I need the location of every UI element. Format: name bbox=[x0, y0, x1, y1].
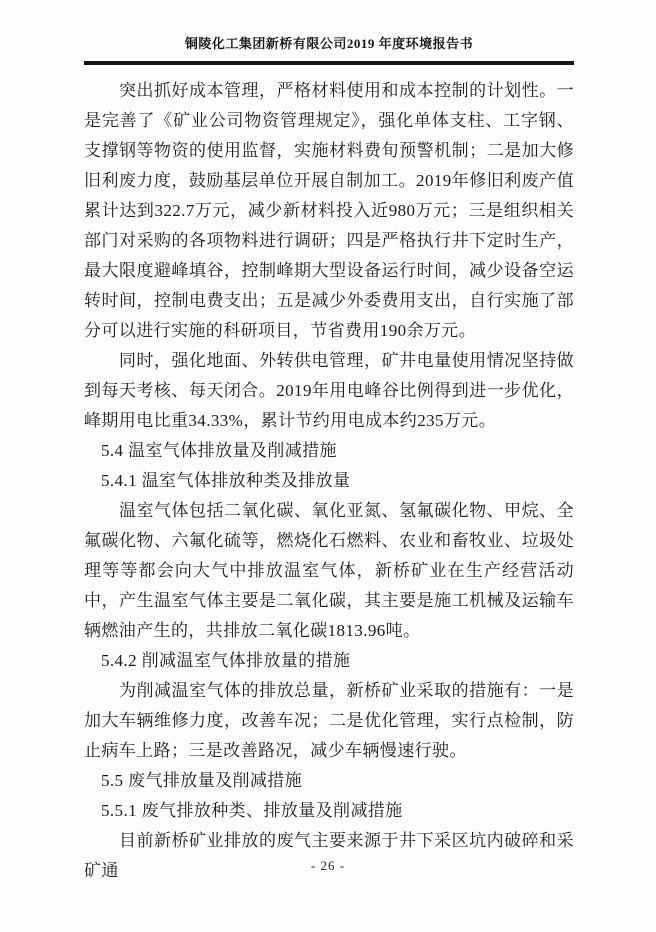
paragraph-waste-gas-truncated: 目前新桥矿业排放的废气主要来源于井下采区坑内破碎和采矿通 bbox=[84, 831, 574, 880]
section-heading-5-4: 5.4 温室气体排放量及削减措施 bbox=[101, 441, 337, 460]
section-heading-5-5: 5.5 废气排放量及削减措施 bbox=[101, 771, 303, 790]
paragraph-greenhouse-gases: 温室气体包括二氧化碳、氧化亚氮、氢氟碳化物、甲烷、全氟碳化物、六氟化硫等，燃烧化石燃料、农业和畜牧业、垃圾处理等等都会向大气中排放温室气体，新桥矿业在生产经营活动中，产生温室气体主要是二氧化碳，其主要是施工机械及运输车辆燃油产生的，共排放二氧化碳1813.96吨。 bbox=[84, 501, 574, 640]
section-heading-5-4-2: 5.4.2 削减温室气体排放量的措施 bbox=[101, 651, 351, 670]
page-number: - 26 - bbox=[310, 858, 346, 873]
paragraph-cost-management: 突出抓好成本管理，严格材料使用和成本控制的计划性。一是完善了《矿业公司物资管理规定》，强化单体支柱、工字钢、支撑钢等物资的使用监督，实施材料费旬预警机制；二是加大修旧利废力度，鼓励基层单位开展自制加工。2019年修旧利废产值累计达到322.7万元，减少新材料投入近980万元；三是组织相关部门对采购的各项物料进行调研；四是严格执行井下定时生产，最大限度避峰填谷，控制峰期大型设备运行时间，减少设备空运转时间，控制电费支出；五是减少外委费用支出，自行实施了部分可以进行实施的科研项目，节省费用190余万元。 bbox=[84, 81, 574, 340]
document-body bbox=[84, 76, 574, 886]
paragraph-reduction-measures: 为削减温室气体的排放总量，新桥矿业采取的措施有：一是加大车辆维修力度，改善车况；二是优化管理，实行点检制，防止病车上路；三是改善路况，减少车辆慢速行驶。 bbox=[84, 681, 574, 760]
paragraph-power-management: 同时，强化地面、外转供电管理，矿井电量使用情况坚持做到每天考核、每天闭合。2019年用电峰谷比例得到进一步优化，峰期用电比重34.33%，累计节约用电成本约235万元。 bbox=[84, 351, 574, 430]
section-heading-5-5-1: 5.5.1 废气排放种类、排放量及削减措施 bbox=[101, 801, 403, 820]
section-heading-5-4-1: 5.4.1 温室气体排放种类及排放量 bbox=[101, 471, 351, 490]
page-header-title: 铜陵化工集团新桥有限公司2019 年度环境报告书 bbox=[84, 35, 574, 65]
